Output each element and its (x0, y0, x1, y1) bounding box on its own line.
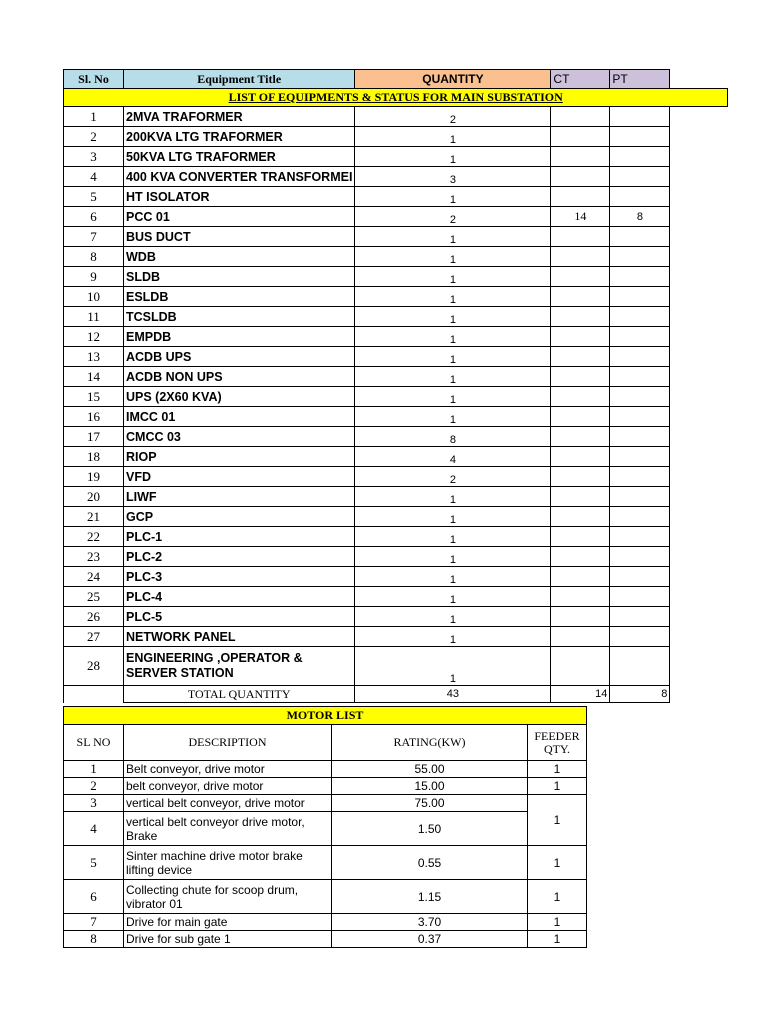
equipment-ct (551, 227, 610, 247)
table-row (64, 627, 728, 647)
equipment-quantity: 1 (355, 287, 551, 307)
equipment-ct (551, 427, 610, 447)
header-pt: PT (610, 70, 670, 89)
motor-feeder-qty: 1 (528, 914, 587, 931)
equipment-sl-no: 4 (64, 167, 124, 187)
equipment-pt (610, 587, 670, 607)
equipment-quantity: 1 (355, 527, 551, 547)
blank-cell (670, 427, 728, 447)
equipment-ct (551, 387, 610, 407)
motor-table (63, 706, 587, 948)
equipment-sl-no: 16 (64, 407, 124, 427)
table-row (64, 187, 728, 207)
blank-cell (670, 70, 728, 89)
table-row (64, 467, 728, 487)
blank-cell (670, 627, 728, 647)
equipment-quantity: 1 (355, 267, 551, 287)
equipment-pt (610, 647, 670, 686)
motor-feeder-qty: 1 (528, 778, 587, 795)
blank-cell (670, 607, 728, 627)
equipment-ct (551, 287, 610, 307)
blank-cell (670, 487, 728, 507)
equipment-title: IMCC 01 (124, 407, 355, 427)
equipment-ct (551, 187, 610, 207)
equipment-title: RIOP (124, 447, 355, 467)
equipment-ct (551, 527, 610, 547)
header-sl-no: Sl. No (64, 70, 124, 89)
equipment-title: VFD (124, 467, 355, 487)
equipment-quantity: 1 (355, 187, 551, 207)
equipment-ct (551, 567, 610, 587)
motor-rating: 0.37 (332, 931, 528, 948)
equipment-quantity: 1 (355, 127, 551, 147)
equipment-sl-no: 8 (64, 247, 124, 267)
equipment-pt (610, 427, 670, 447)
equipment-quantity: 1 (355, 307, 551, 327)
motor-description: belt conveyor, drive motor (124, 778, 332, 795)
table-row (64, 327, 728, 347)
blank-cell (670, 447, 728, 467)
motor-sl-no: 3 (64, 795, 124, 812)
equipment-sl-no: 28 (64, 647, 124, 686)
blank-cell (670, 367, 728, 387)
motor-header-rating: RATING(KW) (332, 725, 528, 761)
blank-cell (670, 527, 728, 547)
blank-cell (670, 207, 728, 227)
total-ct: 14 (551, 686, 610, 703)
equipment-quantity: 2 (355, 107, 551, 127)
motor-header-feeder-qty: FEEDER QTY. (528, 725, 587, 761)
equipment-title: EMPDB (124, 327, 355, 347)
equipment-sl-no: 21 (64, 507, 124, 527)
equipment-pt (610, 367, 670, 387)
table-row (64, 914, 587, 931)
table-row (64, 812, 587, 846)
table-row (64, 367, 728, 387)
motor-rating: 75.00 (332, 795, 528, 812)
equipment-quantity: 1 (355, 227, 551, 247)
equipment-quantity: 2 (355, 467, 551, 487)
equipment-title: TCSLDB (124, 307, 355, 327)
equipment-ct (551, 647, 610, 686)
equipment-ct (551, 547, 610, 567)
equipment-pt (610, 607, 670, 627)
equipment-title: 50KVA LTG TRAFORMER (124, 147, 355, 167)
table-row (64, 795, 587, 812)
blank-cell (670, 167, 728, 187)
equipment-pt (610, 267, 670, 287)
table-row (64, 287, 728, 307)
blank-cell (670, 127, 728, 147)
equipment-ct (551, 167, 610, 187)
motor-rows (64, 761, 587, 948)
motor-feeder-qty: 1 (528, 761, 587, 778)
header-ct: CT (551, 70, 610, 89)
motor-sl-no: 1 (64, 761, 124, 778)
equipment-ct (551, 247, 610, 267)
motor-description: vertical belt conveyor drive motor, Brake (124, 812, 332, 846)
table-row (64, 527, 728, 547)
equipment-pt (610, 527, 670, 547)
equipment-title: WDB (124, 247, 355, 267)
equipment-ct: 14 (551, 207, 610, 227)
equipment-title: PCC 01 (124, 207, 355, 227)
equipment-title: 400 KVA CONVERTER TRANSFORMEI (124, 167, 355, 187)
blank-cell (670, 147, 728, 167)
blank-cell (670, 567, 728, 587)
table-row (64, 778, 587, 795)
table-row (64, 846, 587, 880)
equipment-sl-no: 12 (64, 327, 124, 347)
equipment-title: ENGINEERING ,OPERATOR & SERVER STATION (124, 647, 355, 686)
blank-cell (670, 547, 728, 567)
equipment-pt (610, 387, 670, 407)
equipment-title: ACDB NON UPS (124, 367, 355, 387)
equipment-sl-no: 25 (64, 587, 124, 607)
blank-cell (64, 686, 124, 703)
motor-sl-no: 4 (64, 812, 124, 846)
equipment-ct (551, 467, 610, 487)
equipment-sl-no: 10 (64, 287, 124, 307)
blank-cell (670, 267, 728, 287)
equipment-sl-no: 22 (64, 527, 124, 547)
equipment-sl-no: 18 (64, 447, 124, 467)
equipment-title: 200KVA LTG TRAFORMER (124, 127, 355, 147)
header-quantity: QUANTITY (355, 70, 551, 89)
total-pt: 8 (610, 686, 670, 703)
equipment-quantity: 2 (355, 207, 551, 227)
total-row (64, 686, 728, 703)
equipment-title: LIWF (124, 487, 355, 507)
table-row (64, 567, 728, 587)
equipment-sl-no: 19 (64, 467, 124, 487)
equipment-title: ACDB UPS (124, 347, 355, 367)
table-row (64, 427, 728, 447)
blank-cell (670, 287, 728, 307)
motor-feeder-qty: 1 (528, 795, 587, 846)
equipment-pt (610, 627, 670, 647)
equipment-pt (610, 287, 670, 307)
equipment-pt (610, 127, 670, 147)
equipment-pt (610, 187, 670, 207)
blank-cell (670, 387, 728, 407)
motor-header-sl-no: SL NO (64, 725, 124, 761)
equipment-ct (551, 107, 610, 127)
blank-cell (670, 107, 728, 127)
equipment-sl-no: 15 (64, 387, 124, 407)
equipment-pt (610, 447, 670, 467)
table-row (64, 387, 728, 407)
motor-rating: 1.15 (332, 880, 528, 914)
equipment-quantity: 1 (355, 647, 551, 686)
equipment-sl-no: 1 (64, 107, 124, 127)
equipment-title: PLC-2 (124, 547, 355, 567)
motor-sl-no: 8 (64, 931, 124, 948)
motor-feeder-qty: 1 (528, 931, 587, 948)
equipment-sl-no: 26 (64, 607, 124, 627)
equipment-title: HT ISOLATOR (124, 187, 355, 207)
equipment-ct (551, 267, 610, 287)
table-row (64, 307, 728, 327)
equipment-ct (551, 627, 610, 647)
equipment-pt (610, 567, 670, 587)
main-section-title: LIST OF EQUIPMENTS & STATUS FOR MAIN SUBSTATION (64, 89, 728, 107)
blank-cell (670, 587, 728, 607)
table-row (64, 167, 728, 187)
motor-rating: 0.55 (332, 846, 528, 880)
equipment-title: UPS (2X60 KVA) (124, 387, 355, 407)
table-row (64, 487, 728, 507)
motor-sl-no: 2 (64, 778, 124, 795)
equipment-ct (551, 587, 610, 607)
motor-description: Drive for sub gate 1 (124, 931, 332, 948)
equipment-quantity: 1 (355, 247, 551, 267)
equipment-quantity: 1 (355, 347, 551, 367)
equipment-pt (610, 307, 670, 327)
equipment-sl-no: 20 (64, 487, 124, 507)
blank-cell (670, 247, 728, 267)
equipment-quantity: 4 (355, 447, 551, 467)
motor-feeder-qty: 1 (528, 846, 587, 880)
table-row (64, 227, 728, 247)
table-row (64, 267, 728, 287)
equipment-ct (551, 367, 610, 387)
equipment-title: NETWORK PANEL (124, 627, 355, 647)
equipment-rows (64, 107, 728, 686)
equipment-pt (610, 147, 670, 167)
equipment-title: BUS DUCT (124, 227, 355, 247)
table-row (64, 107, 728, 127)
blank-cell (670, 507, 728, 527)
equipment-quantity: 1 (355, 507, 551, 527)
equipment-title: ESLDB (124, 287, 355, 307)
blank-cell (670, 686, 728, 703)
equipment-sl-no: 2 (64, 127, 124, 147)
table-row (64, 207, 728, 227)
equipment-sl-no: 17 (64, 427, 124, 447)
motor-sl-no: 6 (64, 880, 124, 914)
equipment-pt (610, 167, 670, 187)
equipment-ct (551, 487, 610, 507)
motor-description: vertical belt conveyor, drive motor (124, 795, 332, 812)
motor-description: Belt conveyor, drive motor (124, 761, 332, 778)
equipment-title: CMCC 03 (124, 427, 355, 447)
equipment-ct (551, 147, 610, 167)
equipment-title: PLC-4 (124, 587, 355, 607)
equipment-quantity: 3 (355, 167, 551, 187)
equipment-sl-no: 24 (64, 567, 124, 587)
equipment-pt (610, 347, 670, 367)
equipment-quantity: 1 (355, 607, 551, 627)
total-qty: 43 (355, 686, 551, 703)
equipment-quantity: 1 (355, 487, 551, 507)
equipment-ct (551, 507, 610, 527)
equipment-sl-no: 9 (64, 267, 124, 287)
equipment-title: SLDB (124, 267, 355, 287)
total-label: TOTAL QUANTITY (124, 686, 355, 703)
equipment-sl-no: 7 (64, 227, 124, 247)
equipment-ct (551, 327, 610, 347)
table-row (64, 127, 728, 147)
table-row (64, 880, 587, 914)
table-row (64, 507, 728, 527)
table-row (64, 931, 587, 948)
motor-description: Sinter machine drive motor brake lifting device (124, 846, 332, 880)
equipment-sl-no: 23 (64, 547, 124, 567)
equipment-sl-no: 11 (64, 307, 124, 327)
equipment-quantity: 1 (355, 407, 551, 427)
motor-header-description: DESCRIPTION (124, 725, 332, 761)
equipment-title: GCP (124, 507, 355, 527)
blank-cell (670, 647, 728, 686)
blank-cell (670, 227, 728, 247)
equipment-pt (610, 467, 670, 487)
motor-rating: 15.00 (332, 778, 528, 795)
motor-rating: 55.00 (332, 761, 528, 778)
equipment-pt (610, 507, 670, 527)
motor-sl-no: 5 (64, 846, 124, 880)
equipment-sl-no: 6 (64, 207, 124, 227)
equipment-pt (610, 547, 670, 567)
equipment-pt (610, 107, 670, 127)
equipment-quantity: 1 (355, 147, 551, 167)
table-row (64, 587, 728, 607)
equipment-ct (551, 607, 610, 627)
blank-cell (670, 187, 728, 207)
equipment-pt: 8 (610, 207, 670, 227)
equipment-sl-no: 27 (64, 627, 124, 647)
equipment-quantity: 1 (355, 567, 551, 587)
blank-cell (670, 407, 728, 427)
equipment-sl-no: 3 (64, 147, 124, 167)
equipment-sl-no: 14 (64, 367, 124, 387)
equipment-quantity: 1 (355, 387, 551, 407)
table-row (64, 447, 728, 467)
equipment-quantity: 1 (355, 587, 551, 607)
blank-cell (670, 467, 728, 487)
motor-description: Drive for main gate (124, 914, 332, 931)
blank-cell (670, 347, 728, 367)
motor-rating: 1.50 (332, 812, 528, 846)
table-row (64, 761, 587, 778)
equipment-pt (610, 227, 670, 247)
equipment-quantity: 1 (355, 327, 551, 347)
table-row (64, 247, 728, 267)
table-row (64, 547, 728, 567)
equipment-ct (551, 307, 610, 327)
equipment-title: 2MVA TRAFORMER (124, 107, 355, 127)
equipment-title: PLC-1 (124, 527, 355, 547)
motor-rating: 3.70 (332, 914, 528, 931)
equipment-title: PLC-5 (124, 607, 355, 627)
equipment-quantity: 8 (355, 427, 551, 447)
equipment-pt (610, 407, 670, 427)
equipment-ct (551, 347, 610, 367)
equipment-ct (551, 127, 610, 147)
equipment-pt (610, 327, 670, 347)
equipment-ct (551, 407, 610, 427)
table-row (64, 607, 728, 627)
equipment-pt (610, 487, 670, 507)
table-row (64, 407, 728, 427)
equipment-sl-no: 5 (64, 187, 124, 207)
equipment-quantity: 1 (355, 367, 551, 387)
equipment-title: PLC-3 (124, 567, 355, 587)
motor-section-title: MOTOR LIST (64, 707, 587, 725)
equipment-pt (610, 247, 670, 267)
table-row (64, 147, 728, 167)
table-row (64, 347, 728, 367)
equipment-ct (551, 447, 610, 467)
equipment-sl-no: 13 (64, 347, 124, 367)
table-row (64, 647, 728, 686)
motor-sl-no: 7 (64, 914, 124, 931)
blank-cell (670, 327, 728, 347)
motor-description: Collecting chute for scoop drum, vibrator 01 (124, 880, 332, 914)
blank-cell (670, 307, 728, 327)
equipment-quantity: 1 (355, 547, 551, 567)
motor-feeder-qty: 1 (528, 880, 587, 914)
header-equipment-title: Equipment Title (124, 70, 355, 89)
equipment-quantity: 1 (355, 627, 551, 647)
equipment-table (63, 69, 728, 703)
